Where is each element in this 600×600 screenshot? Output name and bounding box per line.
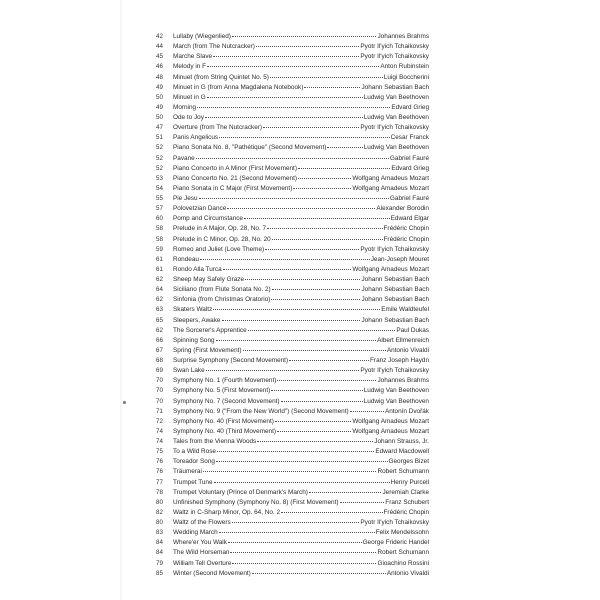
- piece-title: Piano Sonata No. 8, "Pathétique" (Second Movement): [173, 144, 327, 152]
- dot-leader: [227, 204, 375, 209]
- composer-name: Ludwig Van Beethoven: [363, 114, 429, 121]
- composer-name: Henry Purcell: [390, 478, 429, 486]
- page-number: 58: [156, 235, 163, 243]
- composer-name: Ludwig Van Beethoven: [363, 397, 429, 405]
- composer-name: Frédéric Chopin: [383, 235, 429, 243]
- page-number: 74: [156, 427, 163, 435]
- page-number: 76: [156, 458, 163, 466]
- piece-title: Pomp and Circumstance: [173, 215, 243, 223]
- toc-entry: [156, 245, 429, 255]
- composer-name: Jeremiah Clarke: [382, 488, 429, 496]
- page-number: 47: [156, 124, 163, 132]
- page-number: 55: [156, 195, 163, 202]
- table-of-contents: [156, 32, 429, 579]
- dot-leader: [281, 508, 383, 513]
- piece-title: Prelude in A Major, Op. 28, No. 7: [173, 225, 267, 233]
- piece-title: Pie Jesu: [173, 195, 198, 202]
- toc-entry: [156, 508, 429, 518]
- toc-entry: [156, 164, 429, 174]
- dot-leader: [223, 265, 352, 270]
- piece-title: Piano Sonata in C Major (First Movement): [173, 184, 293, 192]
- composer-name: Franz Joseph Haydn: [370, 357, 429, 364]
- toc-entry: [156, 73, 429, 83]
- composer-name: George Frideric Handel: [362, 539, 429, 547]
- piece-title: Symphony No. 40 (Third Movement): [173, 427, 276, 435]
- piece-title: Wedding March: [173, 529, 218, 537]
- composer-name: Edward Elgar: [390, 215, 429, 223]
- page-number: 42: [156, 33, 163, 40]
- page-number: 49: [156, 83, 163, 91]
- toc-entry: [156, 214, 429, 224]
- piece-title: Marche Slave: [173, 53, 213, 61]
- composer-name: Franz Schubert: [385, 498, 429, 506]
- toc-entry: [156, 478, 429, 488]
- page-number: 62: [156, 296, 163, 304]
- toc-entry: [156, 103, 429, 113]
- piece-title: Lullaby (Wiegenlied): [173, 33, 231, 40]
- page-number: 44: [156, 43, 163, 51]
- page-number: 61: [156, 255, 163, 263]
- page-number: 46: [156, 63, 163, 71]
- piece-title: Waltz of the Flowers: [173, 519, 231, 526]
- page-number: 74: [156, 438, 163, 445]
- toc-entry: [156, 62, 429, 72]
- dot-leader: [197, 103, 390, 108]
- composer-name: Robert Schumann: [377, 549, 429, 557]
- composer-name: Antonio Vivaldi: [386, 346, 429, 354]
- page-number: 68: [156, 357, 163, 364]
- composer-name: Pyotr Il'yich Tchaikovsky: [360, 367, 429, 375]
- composer-name: Albert Ellmenreich: [377, 336, 429, 344]
- toc-entry: [156, 275, 429, 285]
- piece-title: Ode to Joy: [173, 114, 204, 121]
- page-number: 83: [156, 529, 163, 537]
- toc-entry: [156, 204, 429, 214]
- piece-title: Polovetzian Dance: [173, 205, 227, 213]
- toc-entry: [156, 498, 429, 508]
- page-number: 75: [156, 448, 163, 456]
- composer-name: Felix Mendelssohn: [375, 529, 429, 537]
- page-number: 76: [156, 468, 163, 476]
- toc-entry: [156, 194, 429, 204]
- page-number: 70: [156, 377, 163, 385]
- page-number: 54: [156, 184, 163, 192]
- toc-entry: [156, 518, 429, 528]
- dot-leader: [304, 83, 360, 88]
- piece-title: Symphony No. 9 ("From the New World") (Second Movement): [173, 407, 349, 415]
- page-number: 48: [156, 73, 163, 81]
- composer-name: Emile Waldteufel: [381, 306, 429, 314]
- dot-leader: [289, 356, 369, 361]
- toc-entry: [156, 316, 429, 326]
- dot-leader: [245, 275, 360, 280]
- page-number: 52: [156, 154, 163, 162]
- piece-title: Symphony No. 1 (Fourth Movement): [173, 377, 277, 385]
- piece-title: Sinfonia (from Christmas Oratorio): [173, 296, 271, 304]
- composer-name: Johann Sebastian Bach: [361, 296, 429, 304]
- piece-title: Pavane: [173, 154, 195, 162]
- dot-leader: [207, 93, 363, 98]
- composer-name: Johann Strauss, Jr.: [374, 438, 429, 445]
- piece-title: Where'er You Walk: [173, 539, 227, 547]
- page-number: 62: [156, 276, 163, 283]
- dot-leader: [272, 235, 383, 240]
- composer-name: Johann Sebastian Bach: [361, 276, 429, 283]
- toc-entry: [156, 538, 429, 548]
- page-number: 57: [156, 205, 163, 213]
- dot-leader: [214, 478, 390, 483]
- page-number: 61: [156, 265, 163, 273]
- page-number: 49: [156, 103, 163, 111]
- piece-title: Symphony No. 40 (First Movement): [173, 417, 274, 425]
- piece-title: Surprise Symphony (Second Movement): [173, 357, 289, 364]
- piece-title: Minuet in G (from Anna Magdalena Notebook): [173, 83, 304, 91]
- piece-title: Symphony No. 5 (First Movement): [173, 387, 271, 395]
- page-number: 50: [156, 114, 163, 121]
- piece-title: Sheep May Safely Graze: [173, 276, 245, 283]
- piece-title: Tales from the Vienna Woods: [173, 438, 257, 445]
- toc-entry: [156, 326, 429, 336]
- composer-name: Pyotr Il'yich Tchaikovsky: [360, 245, 429, 253]
- toc-entry: [156, 123, 429, 133]
- piece-title: Waltz in C-Sharp Minor, Op. 64, No. 2: [173, 508, 281, 516]
- composer-name: Pyotr Il'yich Tchaikovsky: [360, 53, 429, 61]
- dot-leader: [213, 305, 380, 310]
- composer-name: Edvard Grieg: [391, 164, 429, 172]
- composer-name: Anton Rubinstein: [380, 63, 429, 71]
- toc-entry: [156, 467, 429, 477]
- toc-entry: [156, 366, 429, 376]
- dot-leader: [213, 52, 359, 57]
- composer-name: Ludwig Van Beethoven: [363, 93, 429, 101]
- toc-entry: [156, 184, 429, 194]
- toc-entry: [156, 346, 429, 356]
- page-number: 50: [156, 93, 163, 101]
- dot-leader: [243, 346, 386, 351]
- page-number: 78: [156, 488, 163, 496]
- page-number: 84: [156, 549, 163, 557]
- toc-entry: [156, 397, 429, 407]
- piece-title: Minuet in G: [173, 93, 206, 101]
- toc-entry: [156, 548, 429, 558]
- toc-entry: [156, 32, 429, 42]
- dot-leader: [216, 457, 388, 462]
- dot-leader: [248, 326, 396, 331]
- dot-leader: [267, 224, 382, 229]
- composer-name: Pyotr Il'yich Tchaikovsky: [360, 43, 429, 51]
- composer-name: Alexander Borodin: [376, 205, 429, 213]
- toc-entry: [156, 93, 429, 103]
- dot-leader: [327, 143, 362, 148]
- toc-entry: [156, 386, 429, 396]
- composer-name: Gabriel Fauré: [389, 154, 429, 162]
- page-number: 85: [156, 569, 163, 577]
- dot-leader: [271, 295, 360, 300]
- toc-entry: [156, 407, 429, 417]
- toc-entry: [156, 285, 429, 295]
- page-number: 53: [156, 174, 163, 182]
- page-number: 60: [156, 215, 163, 223]
- piece-title: Trumpet Tune: [173, 478, 213, 486]
- dot-leader: [277, 376, 376, 381]
- piece-title: Skaters Waltz: [173, 306, 213, 314]
- piece-title: Symphony No. 7 (Second Movement): [173, 397, 280, 405]
- piece-title: Prelude in C Minor, Op. 28, No. 20: [173, 235, 271, 243]
- dot-leader: [232, 32, 377, 37]
- dot-leader: [265, 245, 359, 250]
- page-number: 45: [156, 53, 163, 61]
- piece-title: The Wild Horseman: [173, 549, 230, 557]
- piece-title: Melody in F: [173, 63, 207, 71]
- dot-leader: [263, 123, 359, 128]
- dot-leader: [271, 386, 362, 391]
- composer-name: Ludwig Van Beethoven: [363, 144, 429, 152]
- spine-mark: [123, 401, 126, 404]
- composer-name: Wolfgang Amadeus Mozart: [352, 184, 429, 192]
- composer-name: Georges Bizet: [388, 458, 429, 466]
- piece-title: Swan Lake: [173, 367, 205, 375]
- toc-entry: [156, 52, 429, 62]
- toc-entry: [156, 224, 429, 234]
- page-number: 77: [156, 478, 163, 486]
- page-number: 59: [156, 245, 163, 253]
- dot-leader: [196, 154, 389, 159]
- toc-entry: [156, 305, 429, 315]
- dot-leader: [205, 113, 363, 118]
- toc-entry: [156, 427, 429, 437]
- composer-name: Johann Sebastian Bach: [361, 316, 429, 324]
- composer-name: Edward Macdowell: [375, 448, 429, 456]
- composer-name: Wolfgang Amadeus Mozart: [352, 174, 429, 182]
- toc-entry: [156, 417, 429, 427]
- piece-title: William Tell Overture: [173, 559, 232, 567]
- dot-leader: [270, 73, 383, 78]
- dot-leader: [277, 427, 351, 432]
- page-number: 70: [156, 387, 163, 395]
- toc-entry: [156, 235, 429, 245]
- piece-title: Piano Concerto in A Minor (First Movement): [173, 164, 297, 172]
- composer-name: Edvard Grieg: [391, 103, 429, 111]
- toc-entry: [156, 174, 429, 184]
- piece-title: Toreador Song: [173, 458, 215, 466]
- dot-leader: [203, 467, 377, 472]
- toc-entry: [156, 83, 429, 93]
- dot-leader: [199, 194, 389, 199]
- composer-name: Wolfgang Amadeus Mozart: [352, 427, 429, 435]
- toc-entry: [156, 265, 429, 275]
- composer-name: Johannes Brahms: [377, 33, 429, 40]
- page-number: 70: [156, 397, 163, 405]
- piece-title: March (from The Nutcracker): [173, 43, 255, 51]
- page-number: 52: [156, 164, 163, 172]
- composer-name: Johann Sebastian Bach: [361, 286, 429, 294]
- piece-title: Minuet (from String Quintet No. 5): [173, 73, 269, 81]
- page-number: 65: [156, 316, 163, 324]
- dot-leader: [228, 538, 362, 543]
- piece-title: Träumerai: [173, 468, 202, 476]
- page-number: 72: [156, 417, 163, 425]
- page-number: 51: [156, 134, 163, 142]
- page-number: 80: [156, 519, 163, 526]
- toc-entry: [156, 447, 429, 457]
- toc-entry: [156, 376, 429, 386]
- dot-leader: [309, 488, 382, 493]
- page-number: 64: [156, 286, 163, 294]
- dot-leader: [256, 42, 359, 47]
- toc-entry: [156, 295, 429, 305]
- dot-leader: [217, 447, 374, 452]
- dot-leader: [257, 437, 373, 442]
- piece-title: Morning: [173, 103, 197, 111]
- piece-title: Winter (Second Movement): [173, 569, 251, 577]
- piece-title: Romeo and Juliet (Love Theme): [173, 245, 265, 253]
- composer-name: Jean-Joseph Mouret: [370, 255, 429, 263]
- composer-name: Robert Schumann: [377, 468, 429, 476]
- page-number: 52: [156, 144, 163, 152]
- composer-name: Wolfgang Amadeus Mozart: [352, 417, 429, 425]
- piece-title: Piano Concerto No. 21 (Second Movement): [173, 174, 297, 182]
- page-number: 79: [156, 559, 163, 567]
- dot-leader: [219, 133, 390, 138]
- page-number: 66: [156, 336, 163, 344]
- page-number: 69: [156, 367, 163, 375]
- composer-name: Paul Dukas: [396, 326, 429, 334]
- dot-leader: [222, 316, 361, 321]
- composer-name: Antonio Vivaldi: [386, 569, 429, 577]
- piece-title: Rondeau: [173, 255, 199, 263]
- dot-leader: [232, 518, 360, 523]
- page-number: 58: [156, 225, 163, 233]
- composer-name: Gabriel Fauré: [389, 195, 429, 202]
- dot-leader: [252, 569, 386, 574]
- dot-leader: [272, 285, 361, 290]
- toc-entry: [156, 336, 429, 346]
- composer-name: Johannes Brahms: [377, 377, 429, 385]
- composer-name: Gioachino Rossini: [377, 559, 429, 567]
- dot-leader: [298, 174, 351, 179]
- composer-name: Pyotr Il'yich Tchaikovsky: [360, 124, 429, 132]
- book-spine-shadow: [120, 0, 123, 600]
- piece-title: Siciliano (from Flute Sonata No. 2): [173, 286, 271, 294]
- toc-entry: [156, 488, 429, 498]
- dot-leader: [200, 255, 370, 260]
- composer-name: Ludwig Van Beethoven: [363, 387, 429, 395]
- toc-entry: [156, 255, 429, 265]
- page-number: 80: [156, 498, 163, 506]
- piece-title: The Sorcerer's Apprentice: [173, 326, 247, 334]
- dot-leader: [244, 214, 390, 219]
- dot-leader: [232, 559, 376, 564]
- dot-leader: [219, 528, 375, 533]
- piece-title: Spinning Song: [173, 336, 215, 344]
- page-number: 84: [156, 539, 163, 547]
- dot-leader: [206, 366, 360, 371]
- composer-name: Wolfgang Amadeus Mozart: [352, 265, 429, 273]
- composer-name: Antonín Dvořák: [384, 407, 429, 415]
- dot-leader: [340, 498, 385, 503]
- dot-leader: [207, 62, 379, 67]
- page-number: 71: [156, 407, 163, 415]
- composer-name: Johann Sebastian Bach: [361, 83, 429, 91]
- page-number: 63: [156, 306, 163, 314]
- piece-title: Overture (from The Nutcracker): [173, 124, 263, 132]
- page-number: 82: [156, 508, 163, 516]
- dot-leader: [230, 548, 376, 553]
- toc-entry: [156, 356, 429, 366]
- dot-leader: [281, 397, 363, 402]
- piece-title: Trumpet Voluntary (Prince of Denmark's March): [173, 488, 308, 496]
- composer-name: Pyotr Il'yich Tchaikovsky: [360, 519, 429, 526]
- page-number: 62: [156, 326, 163, 334]
- piece-title: To a Wild Rose: [173, 448, 216, 456]
- dot-leader: [216, 336, 377, 341]
- piece-title: Panis Angelicus: [173, 134, 219, 142]
- toc-entry: [156, 528, 429, 538]
- composer-name: Frédéric Chopin: [383, 508, 429, 516]
- dot-leader: [350, 407, 384, 412]
- toc-entry: [156, 154, 429, 164]
- toc-entry: [156, 133, 429, 143]
- toc-entry: [156, 113, 429, 123]
- toc-entry: [156, 437, 429, 447]
- dot-leader: [293, 184, 351, 189]
- composer-name: Frédéric Chopin: [383, 225, 429, 233]
- piece-title: Unfinished Symphony (Symphony No. 8) (First Movement): [173, 498, 339, 506]
- toc-entry: [156, 143, 429, 153]
- toc-entry: [156, 559, 429, 569]
- page-number: 67: [156, 346, 163, 354]
- piece-title: Sleepers, Awake: [173, 316, 221, 324]
- piece-title: Rondo Alla Turca: [173, 265, 222, 273]
- composer-name: Luigi Boccherini: [383, 73, 429, 81]
- toc-entry: [156, 457, 429, 467]
- dot-leader: [298, 164, 390, 169]
- toc-entry: [156, 42, 429, 52]
- toc-entry: [156, 569, 429, 579]
- dot-leader: [275, 417, 352, 422]
- composer-name: Cesar Franck: [390, 134, 429, 142]
- piece-title: Spring (First Movement): [173, 346, 242, 354]
